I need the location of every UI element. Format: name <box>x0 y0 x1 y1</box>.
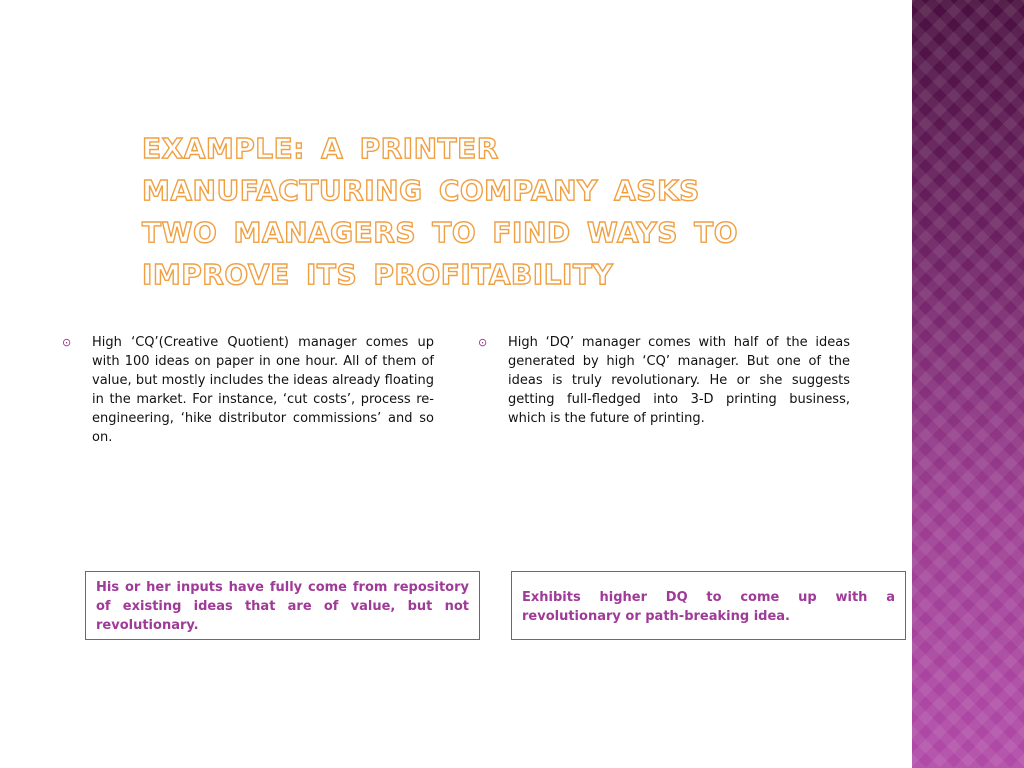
decorative-side-band <box>912 0 1024 768</box>
callout-box-cq: His or her inputs have fully come from repository of existing ideas that are of value, but not revolutionary. <box>85 571 480 640</box>
bullet-text-high-cq: High ‘CQ’(Creative Quotient) manager comes up with 100 ideas on paper in one hour. All of them of value, but mostly includes the ideas already floating in the market. For instance, ‘cut costs’, process re-engineering, ‘hike distributor commissions’ and so on. <box>92 335 434 445</box>
bullet-column-right <box>478 333 850 428</box>
callout-box-dq: Exhibits higher DQ to come up with a revolutionary or path-breaking idea. <box>511 571 906 640</box>
bullet-item <box>62 333 434 447</box>
bullet-item <box>478 333 850 428</box>
bullet-circle-icon: ⊙ <box>478 336 488 349</box>
bullet-column-left <box>62 333 434 447</box>
bullet-text-high-dq: High ‘DQ’ manager comes with half of the ideas generated by high ‘CQ’ manager. But one of the ideas is truly revolutionary. He or she suggests getting full-fledged into 3-D printing business, which is the future of printing. <box>508 335 850 426</box>
bullet-circle-icon: ⊙ <box>62 336 72 349</box>
slide-title: EXAMPLE: A PRINTER MANUFACTURING COMPANY ASKS TWO MANAGERS TO FIND WAYS TO IMPROVE ITS PROFITABILITY <box>142 132 739 291</box>
